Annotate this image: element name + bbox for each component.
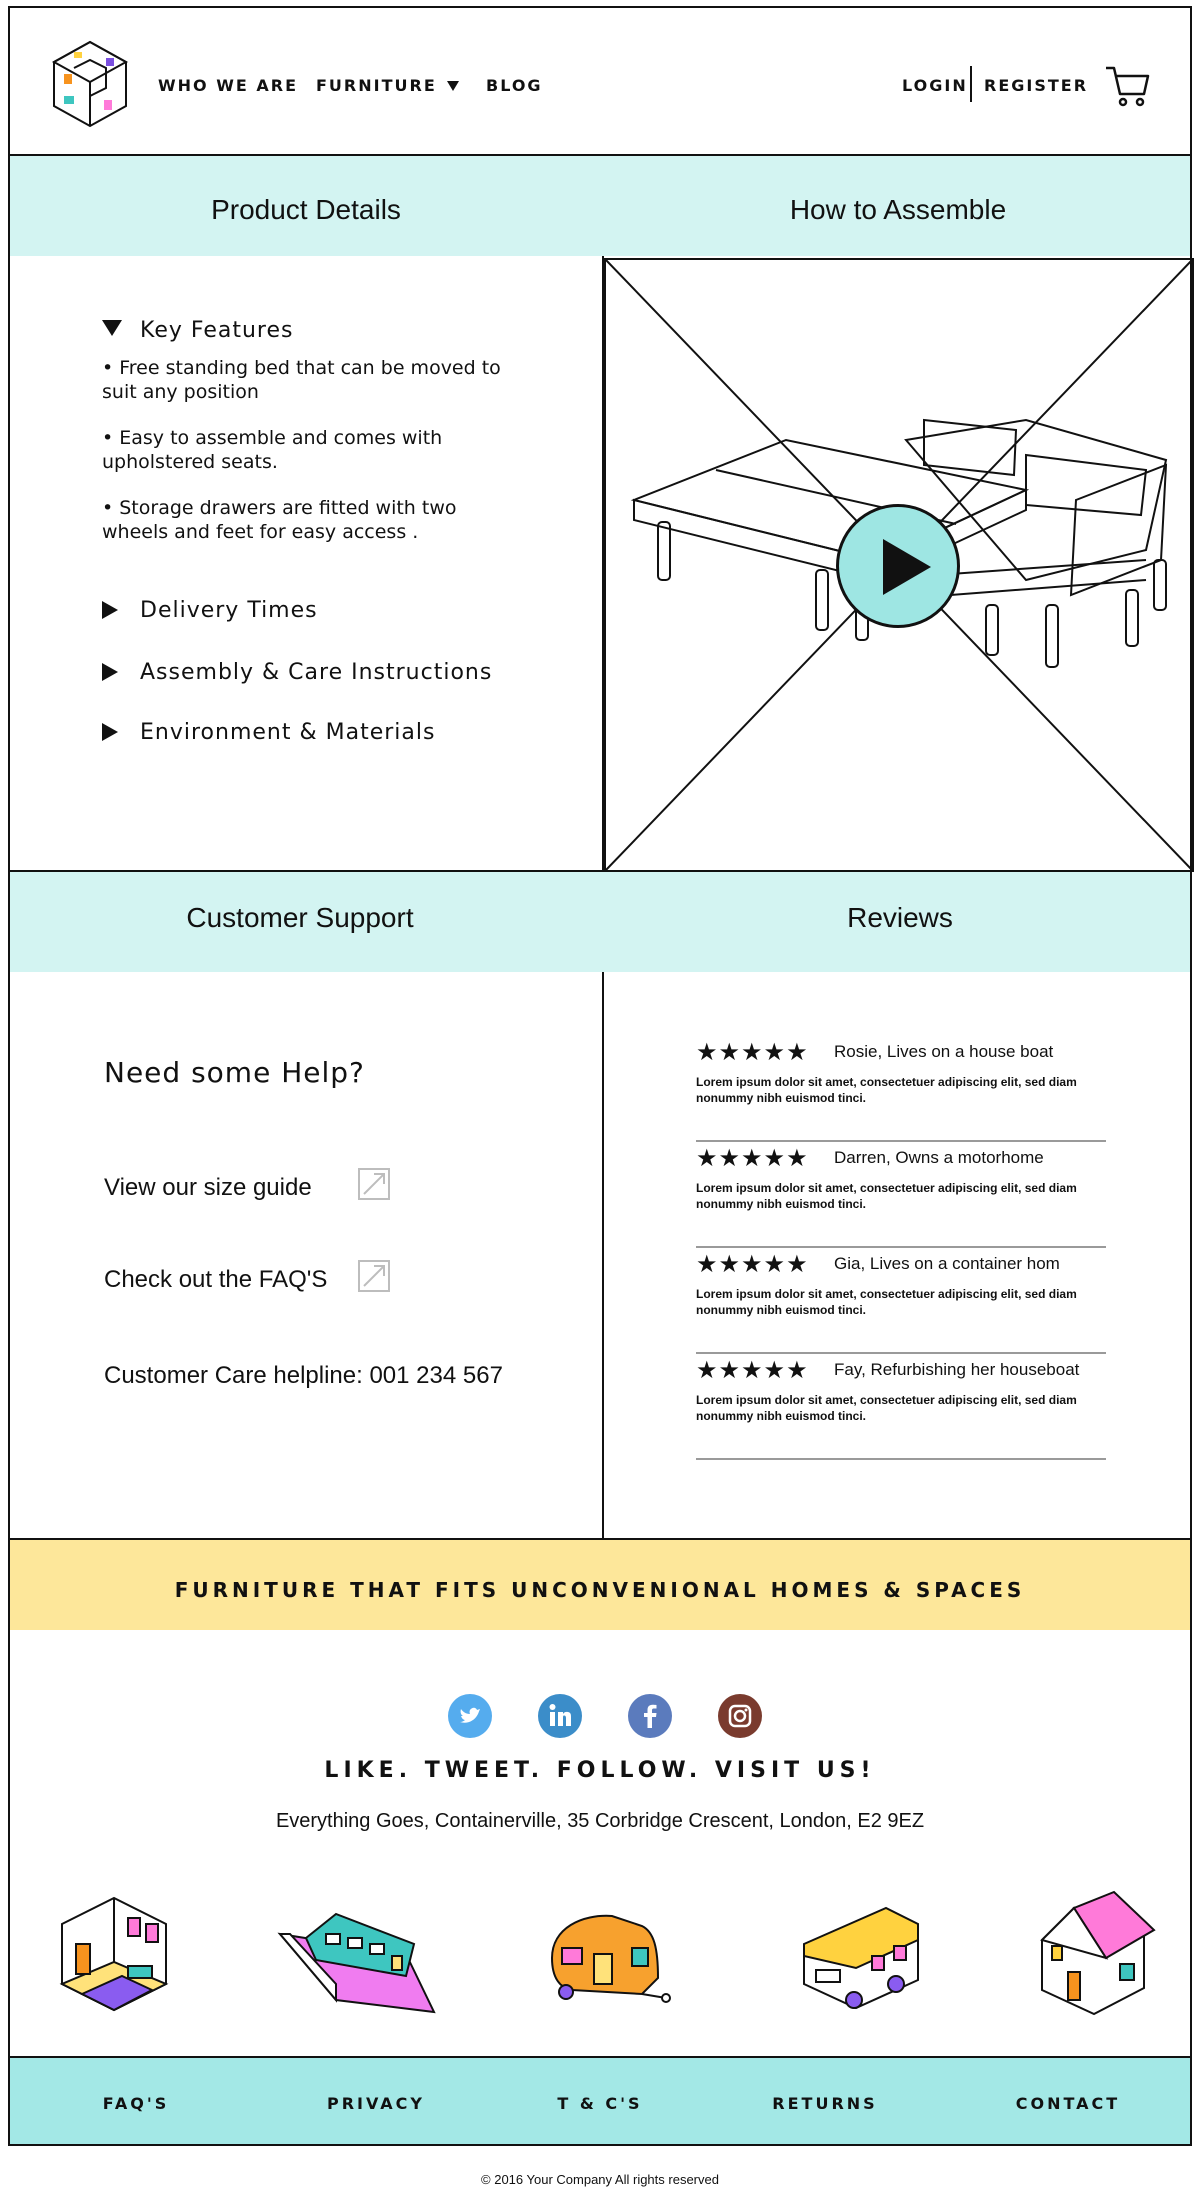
arrow-up-right-icon [360, 1170, 388, 1198]
footer-nav [10, 2056, 1190, 2144]
cart-icon[interactable] [1104, 64, 1150, 108]
nav-register[interactable]: REGISTER [984, 76, 1089, 95]
house-icon [1034, 1888, 1160, 2022]
faq-link[interactable]: Check out the FAQ'S [104, 1266, 328, 1293]
tagline: FURNITURE THAT FITS UNCONVENIONAL HOMES & SPACES [174, 1578, 1026, 1602]
product-details-title: Product Details [211, 194, 401, 225]
facebook-icon[interactable] [628, 1694, 672, 1738]
review-text: Lorem ipsum dolor sit amet, consectetuer adipiscing elit, sed diam nonummy nibh euismod tinci. [696, 1393, 1077, 1423]
nav-login[interactable]: LOGIN [902, 76, 968, 95]
external-link-icon[interactable] [358, 1260, 390, 1292]
copyright: © 2016 Your Company All rights reserved [481, 2172, 719, 2187]
nav-divider [970, 66, 972, 102]
twitter-icon[interactable] [448, 1694, 492, 1738]
tagline-band [10, 1538, 1190, 1630]
container-home-icon [52, 1884, 176, 2024]
accordion-key-features-label: Key Features [140, 318, 294, 343]
review-author: Darren, Owns a motorhome [834, 1148, 1044, 1167]
section-divider [602, 256, 604, 876]
houseboat-icon [276, 1904, 442, 2016]
accordion-label: Assembly & Care Instructions [140, 660, 493, 685]
play-button[interactable] [836, 504, 960, 628]
page-frame [8, 6, 1192, 2146]
instagram-icon[interactable] [718, 1694, 762, 1738]
linkedin-icon[interactable] [538, 1694, 582, 1738]
review-author: Gia, Lives on a container hom [834, 1254, 1060, 1273]
follow-heading: LIKE. TWEET. FOLLOW. VISIT US! [324, 1758, 876, 1783]
chevron-down-icon [447, 81, 459, 91]
review-item [696, 1250, 1106, 1354]
motorhome-icon [796, 1900, 926, 2012]
accordion-key-features[interactable] [102, 318, 293, 343]
review-item [696, 1038, 1106, 1142]
nav-blog[interactable]: BLOG [486, 76, 543, 95]
help-heading: Need some Help? [104, 1056, 365, 1089]
star-rating: ★★★★★ [696, 1250, 809, 1278]
nav-furniture-label: FURNITURE [316, 76, 437, 95]
review-author: Rosie, Lives on a house boat [834, 1042, 1054, 1061]
caravan-icon [542, 1908, 672, 2012]
star-rating: ★★★★★ [696, 1038, 809, 1066]
accordion-assembly-care[interactable] [102, 660, 492, 685]
triangle-down-icon [102, 320, 122, 336]
section-divider [602, 972, 604, 1538]
review-text: Lorem ipsum dolor sit amet, consectetuer adipiscing elit, sed diam nonummy nibh euismod tinci. [696, 1181, 1077, 1211]
play-icon [883, 539, 931, 595]
review-item [696, 1356, 1106, 1460]
reviews-title: Reviews [847, 902, 953, 933]
logo-icon[interactable] [44, 38, 136, 130]
external-link-icon[interactable] [358, 1168, 390, 1200]
footer-link-terms[interactable]: T & C'S [557, 2094, 643, 2113]
how-to-assemble-title: How to Assemble [789, 194, 1007, 225]
feature-item: • Storage drawers are fitted with two wheels and feet for easy access . [102, 497, 457, 543]
arrow-up-right-icon [360, 1262, 388, 1290]
footer-link-contact[interactable]: CONTACT [1015, 2094, 1121, 2113]
site-header [10, 8, 1190, 156]
accordion-label: Environment & Materials [140, 720, 436, 745]
footer-link-privacy[interactable]: PRIVACY [326, 2094, 425, 2113]
star-rating: ★★★★★ [696, 1356, 809, 1384]
feature-item: • Easy to assemble and comes with upholstered seats. [102, 427, 443, 473]
review-text: Lorem ipsum dolor sit amet, consectetuer adipiscing elit, sed diam nonummy nibh euismod tinci. [696, 1075, 1077, 1105]
customer-support-title: Customer Support [186, 902, 414, 933]
triangle-right-icon [102, 663, 118, 681]
footer-link-faqs[interactable]: FAQ'S [102, 2094, 170, 2113]
review-text: Lorem ipsum dolor sit amet, consectetuer adipiscing elit, sed diam nonummy nibh euismod tinci. [696, 1287, 1077, 1317]
customer-care-helpline: Customer Care helpline: 001 234 567 [104, 1362, 503, 1389]
accordion-environment-materials[interactable] [102, 720, 435, 745]
company-address: Everything Goes, Containerville, 35 Corbridge Crescent, London, E2 9EZ [275, 1810, 925, 1832]
nav-furniture[interactable] [316, 76, 459, 95]
feature-item: • Free standing bed that can be moved to suit any position [102, 357, 501, 403]
accordion-delivery-times[interactable] [102, 598, 318, 623]
nav-who-we-are[interactable]: WHO WE ARE [158, 76, 298, 95]
star-rating: ★★★★★ [696, 1144, 809, 1172]
footer-link-returns[interactable]: RETURNS [772, 2094, 878, 2113]
size-guide-link[interactable]: View our size guide [104, 1174, 312, 1201]
review-author: Fay, Refurbishing her houseboat [834, 1360, 1080, 1379]
accordion-label: Delivery Times [140, 598, 318, 623]
triangle-right-icon [102, 601, 118, 619]
review-item [696, 1144, 1106, 1248]
triangle-right-icon [102, 723, 118, 741]
